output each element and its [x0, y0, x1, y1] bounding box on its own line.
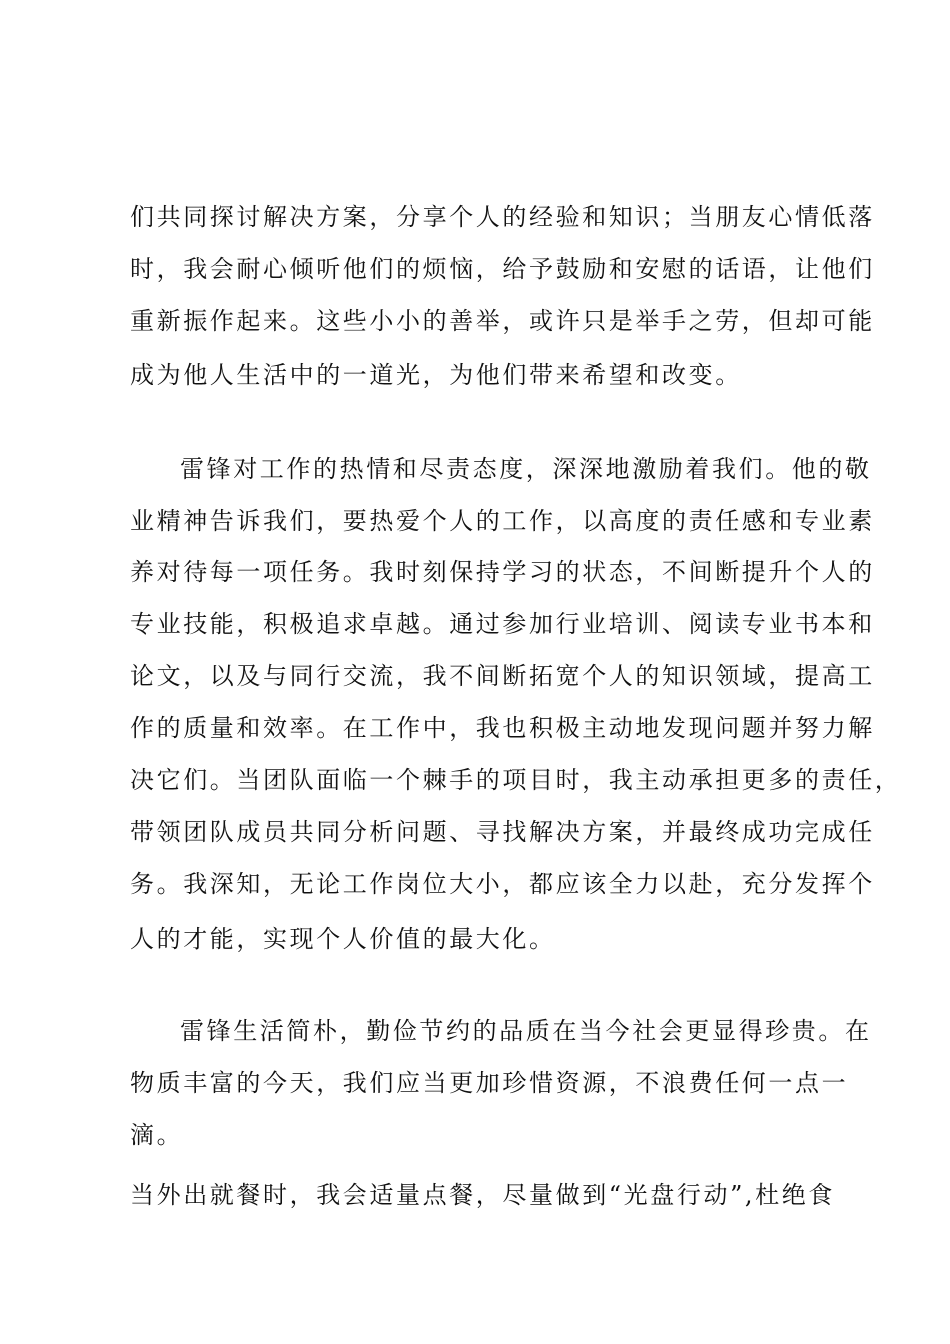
paragraph-1-line-2: 时，我会耐心倾听他们的烦恼，给予鼓励和安慰的话语，让他们 [130, 255, 875, 283]
paragraph-1-line-3: 重新振作起来。这些小小的善举，或许只是举手之劳，但却可能 [130, 307, 875, 335]
paragraph-3-line-3: 滴。 [130, 1121, 184, 1149]
paragraph-3-line-1: 雷锋生活简朴，勤俭节约的品质在当今社会更显得珍贵。在 [180, 1017, 872, 1045]
paragraph-1-line-1: 们共同探讨解决方案，分享个人的经验和知识；当朋友心情低落 [130, 203, 875, 231]
paragraph-3-line-2: 物质丰富的今天，我们应当更加珍惜资源，不浪费任何一点一 [130, 1069, 849, 1097]
paragraph-2-line-7: 决它们。当团队面临一个棘手的项目时，我主动承担更多的责任， [130, 766, 902, 794]
paragraph-2-line-4: 专业技能，积极追求卓越。通过参加行业培训、阅读专业书本和 [130, 610, 875, 638]
paragraph-2-line-1: 雷锋对工作的热情和尽责态度，深深地激励着我们。他的敬 [180, 455, 872, 483]
paragraph-2-line-6: 作的质量和效率。在工作中，我也积极主动地发现问题并努力解 [130, 714, 875, 742]
paragraph-1-line-4: 成为他人生活中的一道光，为他们带来希望和改变。 [130, 361, 742, 389]
paragraph-2-line-9: 务。我深知，无论工作岗位大小，都应该全力以赴，充分发挥个 [130, 870, 875, 898]
paragraph-2-line-10: 人的才能，实现个人价值的最大化。 [130, 925, 556, 953]
paragraph-2-line-3: 养对待每一项任务。我时刻保持学习的状态，不间断提升个人的 [130, 558, 875, 586]
paragraph-2-line-8: 带领团队成员共同分析问题、寻找解决方案，并最终成功完成任 [130, 818, 875, 846]
paragraph-4-line-1: 当外出就餐时，我会适量点餐，尽量做到“光盘行动”,杜绝食 [130, 1181, 835, 1209]
paragraph-2-line-2: 业精神告诉我们，要热爱个人的工作，以高度的责任感和专业素 [130, 507, 875, 535]
paragraph-2-line-5: 论文，以及与同行交流，我不间断拓宽个人的知识领域，提高工 [130, 662, 875, 690]
